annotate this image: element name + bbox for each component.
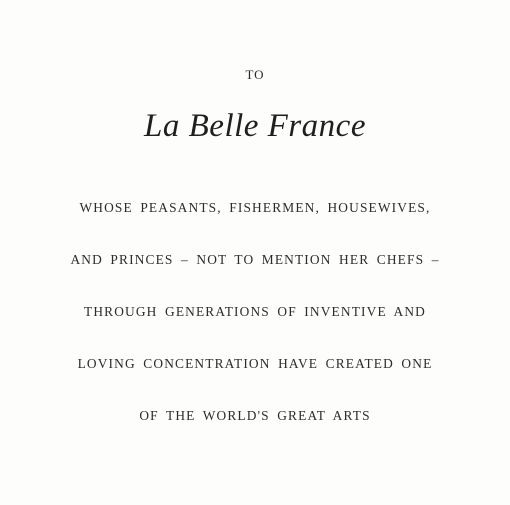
dedication-line-5: OF THE WORLD'S GREAT ARTS [139, 408, 371, 423]
dedication-line-2: AND PRINCES – NOT TO MENTION HER CHEFS – [70, 252, 440, 267]
dedication-title: La Belle France [144, 108, 366, 144]
dedication-line-1: WHOSE PEASANTS, FISHERMEN, HOUSEWIVES, [79, 200, 431, 215]
dedication-line-4: LOVING CONCENTRATION HAVE CREATED ONE [77, 356, 433, 371]
dedication-to: TO [245, 67, 265, 82]
dedication-line-3: THROUGH GENERATIONS OF INVENTIVE AND [83, 304, 427, 319]
